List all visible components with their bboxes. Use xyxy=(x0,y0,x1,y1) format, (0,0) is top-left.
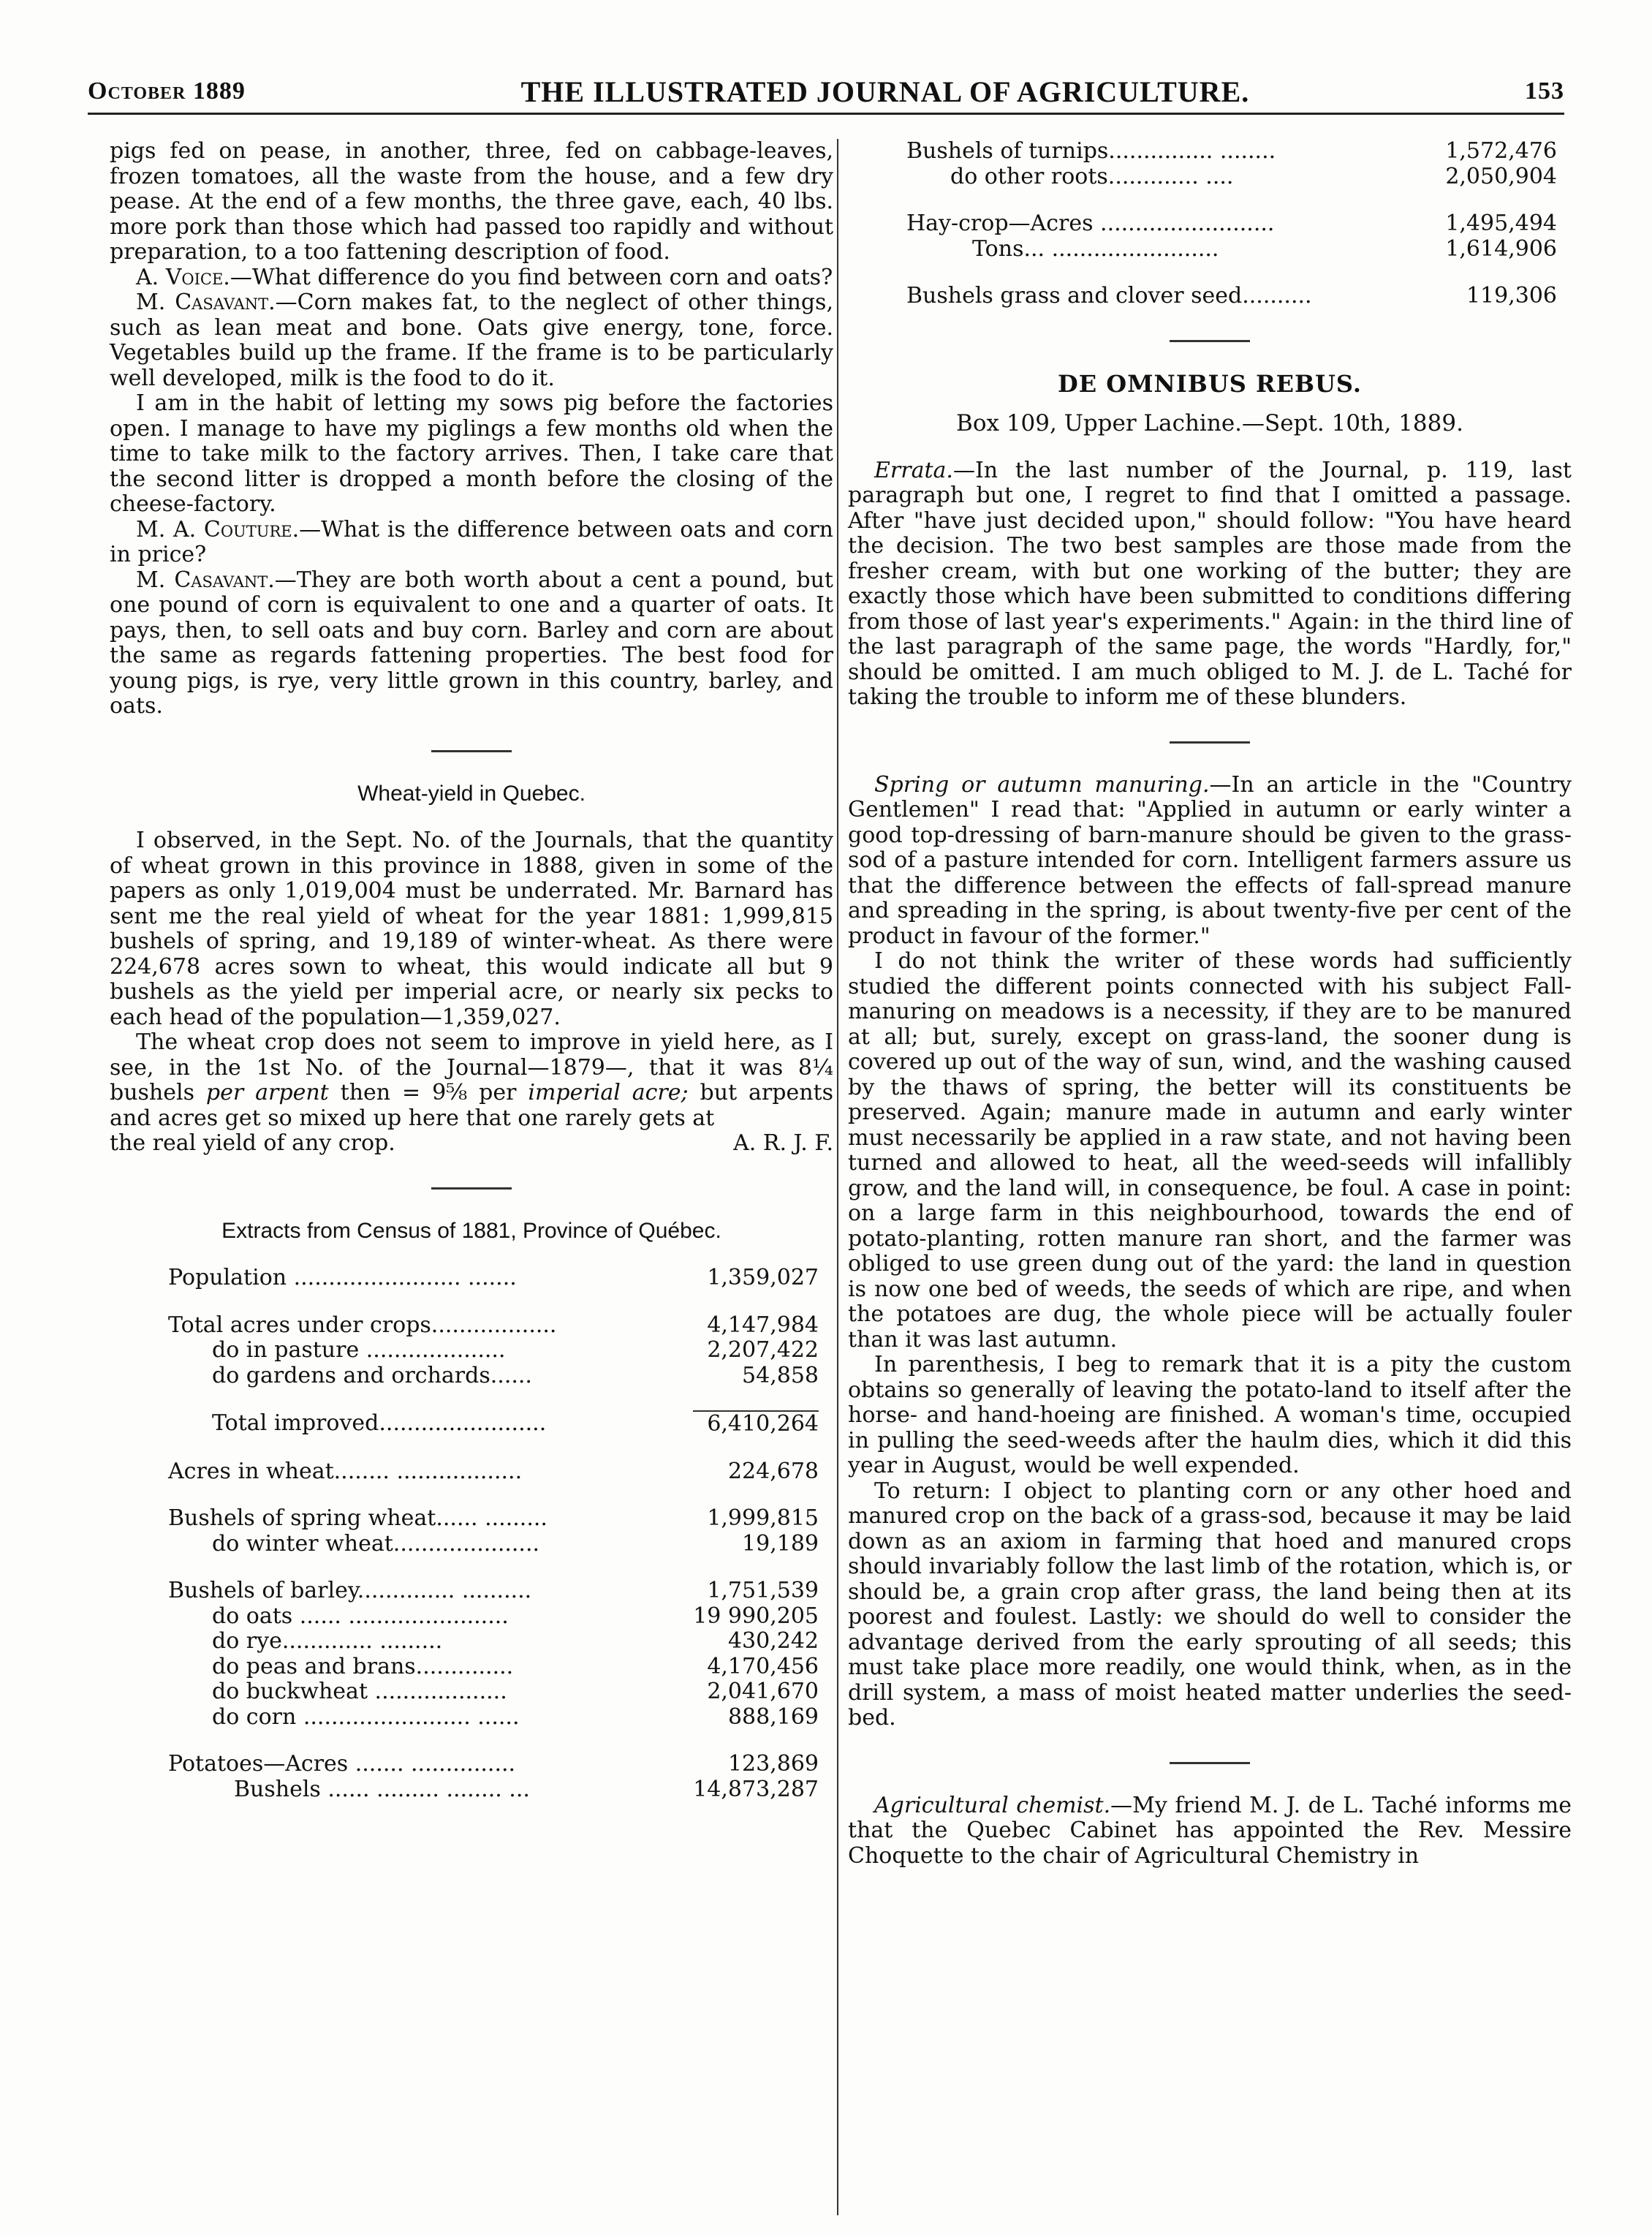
row-value: 14,873,287 xyxy=(693,1776,819,1802)
row-label: do corn ........................ ...... xyxy=(212,1703,520,1730)
page-header xyxy=(88,70,1564,115)
issue-date: October 1889 xyxy=(88,77,246,105)
dialogue-paragraph xyxy=(110,290,833,391)
table-row xyxy=(906,211,1557,237)
table-row xyxy=(168,1266,819,1291)
row-label: Tons... ........................ xyxy=(972,235,1219,262)
text-run: The wheat crop does not seem to improve in yield here, as I see, in the 1st No. of the Journal—1879—, that it was 8¼ bushels xyxy=(110,1029,833,1105)
section-heading: Wheat-yield in Quebec. xyxy=(357,781,586,806)
dialogue-text: —What is the difference between oats and corn in price? xyxy=(110,516,833,567)
table-row xyxy=(168,1679,819,1705)
row-value: 1,614,906 xyxy=(1445,235,1557,262)
section-rule xyxy=(1170,340,1250,342)
italic-run: per arpent xyxy=(205,1080,329,1105)
speaker-name: M. Casavant. xyxy=(136,567,275,593)
text-run: the real yield of any crop. xyxy=(110,1130,395,1156)
row-label: do other roots............. .... xyxy=(950,163,1234,189)
row-value: 4,170,456 xyxy=(707,1653,819,1679)
row-label: Potatoes—Acres ....... ............... xyxy=(168,1751,516,1777)
row-label: do in pasture .................... xyxy=(212,1337,506,1363)
paragraph xyxy=(110,1030,833,1131)
speaker-name: M. Casavant. xyxy=(136,290,276,315)
row-label: do peas and brans.............. xyxy=(212,1653,514,1679)
row-value: 430,242 xyxy=(727,1628,819,1654)
row-value: 4,147,984 xyxy=(707,1312,819,1338)
row-value: 1,751,539 xyxy=(707,1578,819,1603)
row-value: 119,306 xyxy=(1466,283,1557,309)
table-row xyxy=(168,1506,819,1532)
italic-run: Errata. xyxy=(874,457,953,483)
paragraph xyxy=(848,458,1572,711)
row-value: 888,169 xyxy=(727,1703,819,1730)
row-value: 1,359,027 xyxy=(707,1265,819,1290)
row-label: Hay-crop—Acres ......................... xyxy=(906,211,1275,236)
row-value: 123,869 xyxy=(727,1751,819,1777)
census-table xyxy=(168,1266,819,1802)
census-table-wrapper xyxy=(168,1266,819,1802)
dialogue-text: —They are both worth about a cent a pound, but one pound of corn is equivalent to one and a quarter of oats. It pays, then, to sell oats and buy corn. Barley and corn are about the same as regards fattening properties. The best food for young pigs, is rye, very little grown in this country, barley, and oats. xyxy=(110,567,833,719)
text-run: but arpents and acres get so mixed up here that one rarely gets at xyxy=(110,1080,834,1131)
row-value: 1,999,815 xyxy=(707,1505,819,1531)
paragraph xyxy=(848,1793,1572,1869)
census-table-wrapper xyxy=(906,139,1557,309)
row-label: do gardens and orchards...... xyxy=(212,1362,532,1388)
table-row xyxy=(168,1411,819,1437)
row-value: 6,410,264 xyxy=(693,1411,819,1437)
table-row xyxy=(168,1313,819,1339)
row-label: Acres in wheat........ .................. xyxy=(168,1458,523,1484)
text-run: —My friend M. J. de L. Taché informs me that the Quebec Cabinet has appointed the Rev. Messire Choquette to the chair of Agricultural Chemistry in xyxy=(848,1792,1572,1869)
row-label: Total acres under crops.................. xyxy=(168,1312,557,1338)
row-label: Bushels grass and clover seed.......... xyxy=(906,283,1312,309)
table-row xyxy=(168,1578,819,1604)
census-table-continued xyxy=(906,139,1557,309)
page-number: 153 xyxy=(1525,77,1564,105)
row-label: do rye............. ......... xyxy=(212,1628,443,1654)
dialogue-paragraph xyxy=(110,568,833,719)
text-run: —In the last number of the Journal, p. 119, last paragraph but one, I regret to find that I omitted a passage. After "have just decided upon," should follow: "You have heard the decision. The two best samples are those made from the fresher cream, with but one working of the butter; they are exactly those which have been submitted to conditions differing from those of last year's experiments." Again: in the third line of the last paragraph of the same page, the words "Hardly, for," should be omitted. I am much obliged to M. J. de L. Taché for taking the trouble to inform me of these blunders. xyxy=(848,457,1572,710)
italic-run: imperial acre; xyxy=(528,1080,689,1105)
table-row xyxy=(168,1459,819,1485)
row-label: do winter wheat..................... xyxy=(212,1530,540,1557)
table-row xyxy=(168,1752,819,1777)
paragraph: I observed, in the Sept. No. of the Journals, that the quantity of wheat grown in this province in 1888, given in some of the papers as only 1,019,004 must be underrated. Mr. Barnard has sent me the real yield of wheat for the year 1881: 1,999,815 bushels of spring, and 19,189 of winter-wheat. As there were 224,678 acres sown to wheat, this would indicate all but 9 bushels as the yield per imperial acre, or nearly six pecks to each head of the population—1,359,027. xyxy=(110,828,833,1030)
dialogue-paragraph xyxy=(110,518,833,568)
row-value: 2,050,904 xyxy=(1445,163,1557,189)
left-column xyxy=(110,139,833,1802)
section-heading: Extracts from Census of 1881, Province of Québec. xyxy=(221,1218,721,1243)
row-value: 2,041,670 xyxy=(707,1679,819,1704)
table-row xyxy=(168,1629,819,1654)
author-signature: A. R. J. F. xyxy=(733,1130,833,1156)
section-rule xyxy=(1170,1762,1250,1764)
paragraph: I do not think the writer of these words had sufficiently studied the different points connected with his subject Fall-manuring on meadows is a necessity, if they are to be manured at all; but, surely, except on grass-land, the sooner dung is covered up out of the way of sun, wind, and the washing caused by the thaws of spring, the better will its constituents be preserved. Again; manure made in autumn and early winter must necessarily be applied in a raw state, and not having been turned and allowed to heat, all the weed-seeds will infallibly grow, and the land will, in consequence, be foul. A case in point: on a large farm in this neighbourhood, towards the end of potato-planting, rotten manure ran short, and the farmer was obliged to use green dung out of the yard: the land in question is now one bed of weeds, the seeds of which are ripe, and when the potatoes are dug, the whole piece will be actually fouler than it was last autumn. xyxy=(848,948,1572,1353)
text-run: —In an article in the "Country Gentlemen" I read that: "Applied in autumn or early winter a good top-dressing of barn-manure should be given to the grass-sod of a pasture intended for corn. Intelligent farmers assure us that the difference between the effects of fall-spread manure and spreading in the spring, is about twenty-five per cent of the product in favour of the former." xyxy=(848,771,1572,949)
row-value: 1,495,494 xyxy=(1445,211,1557,236)
dialogue-paragraph xyxy=(110,265,833,291)
row-value: 224,678 xyxy=(727,1458,819,1484)
table-row xyxy=(168,1705,819,1731)
row-label: do buckwheat ................... xyxy=(212,1679,507,1704)
dialogue-text: —Corn makes fat, to the neglect of other things, such as lean meat and bone. Oats give energy, tone, force. Vegetables build up the frame. If the frame is to be particularly well developed, milk is the food to do it. xyxy=(110,290,833,391)
row-value: 54,858 xyxy=(742,1362,819,1388)
section-rule xyxy=(1170,741,1250,744)
table-row xyxy=(906,164,1557,190)
section-rule xyxy=(431,1187,512,1190)
dateline: Box 109, Upper Lachine.—Sept. 10th, 1889. xyxy=(956,410,1463,436)
row-label: Population ........................ ....... xyxy=(168,1265,517,1290)
table-row xyxy=(906,284,1557,309)
section-rule xyxy=(431,750,512,752)
row-value: 1,572,476 xyxy=(1445,138,1557,164)
table-row xyxy=(906,237,1557,262)
table-row xyxy=(168,1777,819,1803)
dialogue-text: —What difference do you find between corn and oats? xyxy=(230,264,833,290)
table-row xyxy=(906,139,1557,164)
paragraph: In parenthesis, I beg to remark that it is a pity the custom obtains so generally of leaving the potato-land to itself after the horse- and hand-hoeing are finished. A woman's time, occupied in pulling the seed-weeds after the haulm dies, which it did this year in August, would be well expended. xyxy=(848,1352,1572,1478)
section-heading: DE OMNIBUS REBUS. xyxy=(1057,369,1363,398)
table-row xyxy=(168,1604,819,1630)
column-divider xyxy=(837,139,838,2215)
italic-run: Agricultural chemist. xyxy=(874,1792,1111,1818)
row-label: Bushels of spring wheat...... ......... xyxy=(168,1505,547,1531)
row-label: Bushels of turnips............... ........ xyxy=(906,138,1276,164)
row-label: Bushels ...... ......... ........ ... xyxy=(234,1776,530,1802)
row-value: 2,207,422 xyxy=(707,1337,819,1363)
speaker-name: M. A. Couture. xyxy=(136,516,300,542)
table-row xyxy=(168,1532,819,1557)
paragraph: To return: I object to planting corn or any other hoed and manured crop on the back of a grass-sod, because it may be laid down as an axiom in farming that hoed and manured crops should invariably follow the last limb of the rotation, which is, or should be, a grain crop after grass, the land being then at its poorest and foulest. Lastly: we should do well to consider the advantage derived from the early sprouting of all seeds; this must take place more readily, one would think, when, as in the drill system, a mass of moist heated matter underlies the seed-bed. xyxy=(848,1478,1572,1731)
table-row xyxy=(168,1364,819,1389)
speaker-name: A. Voice. xyxy=(136,264,230,290)
signature-line xyxy=(110,1131,833,1157)
paragraph: pigs fed on pease, in another, three, fed on cabbage-leaves, frozen tomatoes, all the waste from the house, and a few dry pease. At the end of a few months, the three gave, each, 40 lbs. more pork than those which had passed too rapidly and without preparation, to a too fattening description of food. xyxy=(110,138,833,265)
text-run: then = 9⅝ per xyxy=(328,1080,528,1105)
table-row xyxy=(168,1338,819,1364)
row-value: 19,189 xyxy=(742,1530,819,1557)
row-label: do oats ...... ....................... xyxy=(212,1603,509,1629)
row-value: 19 990,205 xyxy=(693,1603,819,1629)
table-row xyxy=(168,1654,819,1680)
journal-title: THE ILLUSTRATED JOURNAL OF AGRICULTURE. xyxy=(520,75,1250,108)
row-label: Bushels of barley.............. .......... xyxy=(168,1578,532,1603)
row-label: Total improved........................ xyxy=(212,1410,547,1436)
right-column xyxy=(848,139,1572,1869)
paragraph xyxy=(848,773,1572,950)
italic-run: Spring or autumn manuring. xyxy=(874,771,1210,798)
paragraph: I am in the habit of letting my sows pig before the factories open. I manage to have my piglings a few months old when the time to take milk to the factory arrives. Then, I take care that the second litter is dropped a month before the closing of the cheese-factory. xyxy=(110,390,833,517)
